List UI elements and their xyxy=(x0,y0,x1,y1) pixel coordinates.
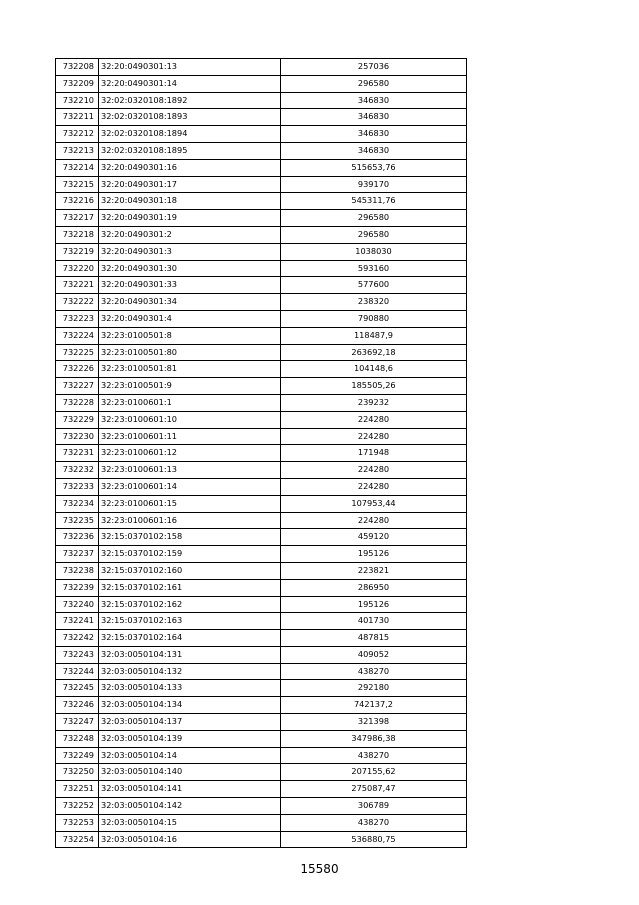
table-row xyxy=(56,512,467,529)
cadastral-value-cell: 346830 xyxy=(281,92,467,109)
cadastral-number-cell: 32:23:0100601:16 xyxy=(99,512,281,529)
table-row xyxy=(56,747,467,764)
cadastral-number-cell: 32:03:0050104:134 xyxy=(99,697,281,714)
table-row xyxy=(56,781,467,798)
table-row xyxy=(56,210,467,227)
cadastral-value-cell: 275087,47 xyxy=(281,781,467,798)
cadastral-value-cell: 224280 xyxy=(281,512,467,529)
cadastral-value-cell: 104148,6 xyxy=(281,361,467,378)
table-row xyxy=(56,814,467,831)
cadastral-value-cell: 347986,38 xyxy=(281,730,467,747)
row-number-cell: 732236 xyxy=(56,529,99,546)
cadastral-number-cell: 32:02:0320108:1894 xyxy=(99,126,281,143)
row-number-cell: 732219 xyxy=(56,243,99,260)
row-number-cell: 732242 xyxy=(56,630,99,647)
page-number: 15580 xyxy=(300,862,339,876)
row-number-cell: 732231 xyxy=(56,445,99,462)
cadastral-value-cell: 577600 xyxy=(281,277,467,294)
table-row xyxy=(56,327,467,344)
cadastral-value-cell: 118487,9 xyxy=(281,327,467,344)
row-number-cell: 732250 xyxy=(56,764,99,781)
row-number-cell: 732220 xyxy=(56,260,99,277)
row-number-cell: 732238 xyxy=(56,562,99,579)
table-row xyxy=(56,579,467,596)
cadastral-number-cell: 32:03:0050104:16 xyxy=(99,831,281,848)
cadastral-value-cell: 515653,76 xyxy=(281,159,467,176)
table-row xyxy=(56,663,467,680)
cadastral-value-cell: 409052 xyxy=(281,646,467,663)
row-number-cell: 732247 xyxy=(56,714,99,731)
row-number-cell: 732232 xyxy=(56,462,99,479)
cadastral-value-cell: 239232 xyxy=(281,394,467,411)
cadastral-value-cell: 438270 xyxy=(281,814,467,831)
cadastral-value-cell: 292180 xyxy=(281,680,467,697)
cadastral-value-cell: 401730 xyxy=(281,613,467,630)
cadastral-number-cell: 32:02:0320108:1892 xyxy=(99,92,281,109)
table-row xyxy=(56,596,467,613)
table-row xyxy=(56,243,467,260)
row-number-cell: 732226 xyxy=(56,361,99,378)
cadastral-number-cell: 32:03:0050104:137 xyxy=(99,714,281,731)
cadastral-number-cell: 32:03:0050104:131 xyxy=(99,646,281,663)
cadastral-number-cell: 32:23:0100601:1 xyxy=(99,394,281,411)
cadastral-value-cell: 593160 xyxy=(281,260,467,277)
table-body xyxy=(56,59,467,848)
cadastral-value-cell: 346830 xyxy=(281,109,467,126)
row-number-cell: 732212 xyxy=(56,126,99,143)
table-row xyxy=(56,176,467,193)
cadastral-value-cell: 438270 xyxy=(281,663,467,680)
table-row xyxy=(56,394,467,411)
table-row xyxy=(56,142,467,159)
cadastral-value-cell: 207155,62 xyxy=(281,764,467,781)
row-number-cell: 732237 xyxy=(56,546,99,563)
cadastral-value-cell: 459120 xyxy=(281,529,467,546)
cadastral-number-cell: 32:20:0490301:4 xyxy=(99,310,281,327)
table-row xyxy=(56,613,467,630)
row-number-cell: 732235 xyxy=(56,512,99,529)
cadastral-number-cell: 32:20:0490301:34 xyxy=(99,294,281,311)
cadastral-number-cell: 32:03:0050104:141 xyxy=(99,781,281,798)
cadastral-number-cell: 32:15:0370102:161 xyxy=(99,579,281,596)
cadastral-value-cell: 296580 xyxy=(281,226,467,243)
table-row xyxy=(56,277,467,294)
row-number-cell: 732213 xyxy=(56,142,99,159)
cadastral-number-cell: 32:20:0490301:19 xyxy=(99,210,281,227)
cadastral-number-cell: 32:23:0100501:80 xyxy=(99,344,281,361)
cadastral-value-cell: 195126 xyxy=(281,596,467,613)
cadastral-number-cell: 32:03:0050104:133 xyxy=(99,680,281,697)
cadastral-value-cell: 939170 xyxy=(281,176,467,193)
table-row xyxy=(56,159,467,176)
cadastral-number-cell: 32:23:0100601:15 xyxy=(99,495,281,512)
cadastral-value-cell: 238320 xyxy=(281,294,467,311)
row-number-cell: 732229 xyxy=(56,411,99,428)
table-row xyxy=(56,495,467,512)
row-number-cell: 732253 xyxy=(56,814,99,831)
cadastral-value-cell: 223821 xyxy=(281,562,467,579)
cadastral-number-cell: 32:23:0100501:8 xyxy=(99,327,281,344)
table-row xyxy=(56,344,467,361)
cadastral-value-cell: 107953,44 xyxy=(281,495,467,512)
table-row xyxy=(56,714,467,731)
cadastral-number-cell: 32:23:0100501:81 xyxy=(99,361,281,378)
cadastral-value-cell: 306789 xyxy=(281,798,467,815)
row-number-cell: 732227 xyxy=(56,378,99,395)
cadastral-number-cell: 32:20:0490301:33 xyxy=(99,277,281,294)
cadastral-value-cell: 790880 xyxy=(281,310,467,327)
row-number-cell: 732224 xyxy=(56,327,99,344)
table-row xyxy=(56,411,467,428)
cadastral-value-cell: 438270 xyxy=(281,747,467,764)
cadastral-number-cell: 32:20:0490301:2 xyxy=(99,226,281,243)
row-number-cell: 732228 xyxy=(56,394,99,411)
row-number-cell: 732216 xyxy=(56,193,99,210)
cadastral-number-cell: 32:23:0100501:9 xyxy=(99,378,281,395)
table-row xyxy=(56,462,467,479)
cadastral-value-cell: 224280 xyxy=(281,462,467,479)
cadastral-value-cell: 536880,75 xyxy=(281,831,467,848)
cadastral-number-cell: 32:15:0370102:158 xyxy=(99,529,281,546)
table-row xyxy=(56,798,467,815)
row-number-cell: 732210 xyxy=(56,92,99,109)
cadastral-value-cell: 224280 xyxy=(281,411,467,428)
cadastral-number-cell: 32:23:0100601:10 xyxy=(99,411,281,428)
cadastral-number-cell: 32:03:0050104:140 xyxy=(99,764,281,781)
cadastral-value-cell: 257036 xyxy=(281,59,467,76)
table-row xyxy=(56,75,467,92)
cadastral-number-cell: 32:23:0100601:13 xyxy=(99,462,281,479)
cadastral-value-cell: 1038030 xyxy=(281,243,467,260)
table-row xyxy=(56,831,467,848)
cadastral-value-cell: 286950 xyxy=(281,579,467,596)
row-number-cell: 732209 xyxy=(56,75,99,92)
cadastral-number-cell: 32:20:0490301:3 xyxy=(99,243,281,260)
row-number-cell: 732244 xyxy=(56,663,99,680)
table-row xyxy=(56,445,467,462)
cadastral-value-cell: 195126 xyxy=(281,546,467,563)
row-number-cell: 732248 xyxy=(56,730,99,747)
row-number-cell: 732234 xyxy=(56,495,99,512)
row-number-cell: 732217 xyxy=(56,210,99,227)
cadastral-number-cell: 32:02:0320108:1895 xyxy=(99,142,281,159)
cadastral-number-cell: 32:20:0490301:14 xyxy=(99,75,281,92)
table-row xyxy=(56,109,467,126)
cadastral-number-cell: 32:20:0490301:13 xyxy=(99,59,281,76)
row-number-cell: 732252 xyxy=(56,798,99,815)
cadastral-number-cell: 32:15:0370102:159 xyxy=(99,546,281,563)
table-row xyxy=(56,260,467,277)
row-number-cell: 732254 xyxy=(56,831,99,848)
row-number-cell: 732240 xyxy=(56,596,99,613)
cadastral-value-cell: 346830 xyxy=(281,126,467,143)
cadastral-number-cell: 32:03:0050104:14 xyxy=(99,747,281,764)
table-row xyxy=(56,294,467,311)
cadastral-number-cell: 32:20:0490301:18 xyxy=(99,193,281,210)
row-number-cell: 732221 xyxy=(56,277,99,294)
cadastral-number-cell: 32:20:0490301:17 xyxy=(99,176,281,193)
table-row xyxy=(56,529,467,546)
cadastral-value-cell: 263692,18 xyxy=(281,344,467,361)
row-number-cell: 732223 xyxy=(56,310,99,327)
cadastral-value-cell: 545311,76 xyxy=(281,193,467,210)
cadastral-value-table xyxy=(55,58,467,848)
row-number-cell: 732249 xyxy=(56,747,99,764)
cadastral-number-cell: 32:03:0050104:15 xyxy=(99,814,281,831)
row-number-cell: 732246 xyxy=(56,697,99,714)
row-number-cell: 732233 xyxy=(56,478,99,495)
cadastral-number-cell: 32:20:0490301:16 xyxy=(99,159,281,176)
row-number-cell: 732215 xyxy=(56,176,99,193)
table-row xyxy=(56,562,467,579)
table-row xyxy=(56,193,467,210)
cadastral-value-cell: 296580 xyxy=(281,210,467,227)
table-row xyxy=(56,697,467,714)
table-row xyxy=(56,478,467,495)
cadastral-number-cell: 32:03:0050104:142 xyxy=(99,798,281,815)
cadastral-value-cell: 321398 xyxy=(281,714,467,731)
cadastral-value-cell: 487815 xyxy=(281,630,467,647)
cadastral-value-cell: 171948 xyxy=(281,445,467,462)
table-row xyxy=(56,428,467,445)
cadastral-number-cell: 32:23:0100601:12 xyxy=(99,445,281,462)
cadastral-number-cell: 32:15:0370102:162 xyxy=(99,596,281,613)
cadastral-value-cell: 224280 xyxy=(281,478,467,495)
cadastral-value-cell: 296580 xyxy=(281,75,467,92)
row-number-cell: 732222 xyxy=(56,294,99,311)
cadastral-number-cell: 32:03:0050104:139 xyxy=(99,730,281,747)
table-row xyxy=(56,59,467,76)
cadastral-number-cell: 32:20:0490301:30 xyxy=(99,260,281,277)
table-row xyxy=(56,92,467,109)
cadastral-value-cell: 742137,2 xyxy=(281,697,467,714)
row-number-cell: 732230 xyxy=(56,428,99,445)
row-number-cell: 732211 xyxy=(56,109,99,126)
row-number-cell: 732243 xyxy=(56,646,99,663)
table-row xyxy=(56,126,467,143)
cadastral-value-cell: 185505,26 xyxy=(281,378,467,395)
cadastral-number-cell: 32:02:0320108:1893 xyxy=(99,109,281,126)
row-number-cell: 732239 xyxy=(56,579,99,596)
cadastral-number-cell: 32:23:0100601:14 xyxy=(99,478,281,495)
cadastral-number-cell: 32:15:0370102:164 xyxy=(99,630,281,647)
row-number-cell: 732251 xyxy=(56,781,99,798)
table-row xyxy=(56,361,467,378)
cadastral-number-cell: 32:15:0370102:163 xyxy=(99,613,281,630)
cadastral-value-cell: 224280 xyxy=(281,428,467,445)
row-number-cell: 732218 xyxy=(56,226,99,243)
table-row xyxy=(56,226,467,243)
row-number-cell: 732225 xyxy=(56,344,99,361)
table-row xyxy=(56,310,467,327)
cadastral-number-cell: 32:15:0370102:160 xyxy=(99,562,281,579)
cadastral-value-cell: 346830 xyxy=(281,142,467,159)
row-number-cell: 732214 xyxy=(56,159,99,176)
row-number-cell: 732208 xyxy=(56,59,99,76)
row-number-cell: 732241 xyxy=(56,613,99,630)
cadastral-number-cell: 32:03:0050104:132 xyxy=(99,663,281,680)
table-row xyxy=(56,378,467,395)
table-row xyxy=(56,730,467,747)
table-row xyxy=(56,630,467,647)
table-row xyxy=(56,680,467,697)
table-row xyxy=(56,764,467,781)
table-row xyxy=(56,546,467,563)
table-row xyxy=(56,646,467,663)
row-number-cell: 732245 xyxy=(56,680,99,697)
cadastral-number-cell: 32:23:0100601:11 xyxy=(99,428,281,445)
